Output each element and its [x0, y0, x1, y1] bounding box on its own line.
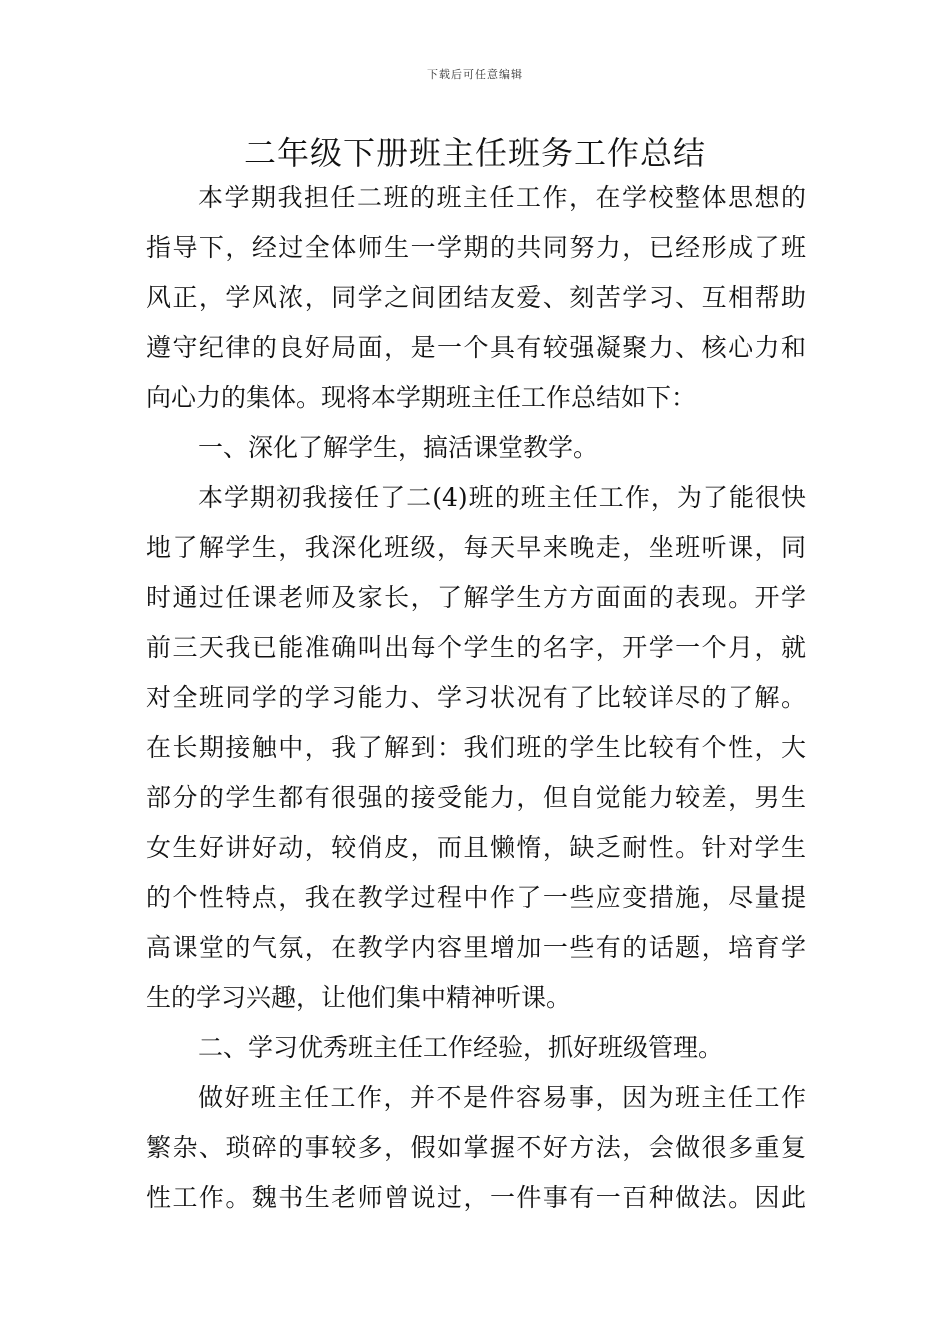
section-heading: 一、深化了解学生，搞活课堂教学。 — [198, 433, 599, 462]
body-line: 做好班主任工作，并不是件容易事，因为班主任工作 — [198, 1083, 806, 1112]
body-line: 向心力的集体。现将本学期班主任工作总结如下： — [146, 383, 697, 412]
body-line: 指导下，经过全体师生一学期的共同努力，已经形成了班 — [146, 233, 806, 262]
document-title: 二年级下册班主任班务工作总结 — [243, 134, 706, 172]
body-line: 前三天我已能准确叫出每个学生的名字，开学一个月，就 — [146, 633, 806, 662]
body-line: 本学期初我接任了二(4)班的班主任工作，为了能很快 — [198, 483, 806, 512]
body-line: 性工作。魏书生老师曾说过，一件事有一百种做法。因此 — [146, 1183, 806, 1212]
body-line: 本学期我担任二班的班主任工作，在学校整体思想的 — [198, 183, 806, 212]
body-line: 生的学习兴趣，让他们集中精神听课。 — [146, 983, 572, 1012]
section-heading: 二、学习优秀班主任工作经验，抓好班级管理。 — [198, 1033, 724, 1062]
body-line: 时通过任课老师及家长，了解学生方方面面的表现。开学 — [146, 583, 806, 612]
body-line: 地了解学生，我深化班级，每天早来晚走，坐班听课，同 — [146, 533, 806, 562]
body-line: 高课堂的气氛，在教学内容里增加一些有的话题，培育学 — [146, 933, 806, 962]
body-line: 在长期接触中，我了解到：我们班的学生比较有个性，大 — [146, 733, 806, 762]
body-line: 女生好讲好动，较俏皮，而且懒惰，缺乏耐性。针对学生 — [146, 833, 806, 862]
body-line: 繁杂、琐碎的事较多，假如掌握不好方法，会做很多重复 — [146, 1133, 806, 1162]
body-line: 对全班同学的学习能力、学习状况有了比较详尽的了解。 — [146, 683, 806, 712]
body-line: 风正，学风浓，同学之间团结友爱、刻苦学习、互相帮助 — [146, 283, 806, 312]
header-note: 下载后可任意编辑 — [427, 68, 523, 81]
body-line: 部分的学生都有很强的接受能力，但自觉能力较差，男生 — [146, 783, 806, 812]
body-line: 遵守纪律的良好局面，是一个具有较强凝聚力、核心力和 — [146, 333, 806, 362]
body-line: 的个性特点，我在教学过程中作了一些应变措施，尽量提 — [146, 883, 806, 912]
